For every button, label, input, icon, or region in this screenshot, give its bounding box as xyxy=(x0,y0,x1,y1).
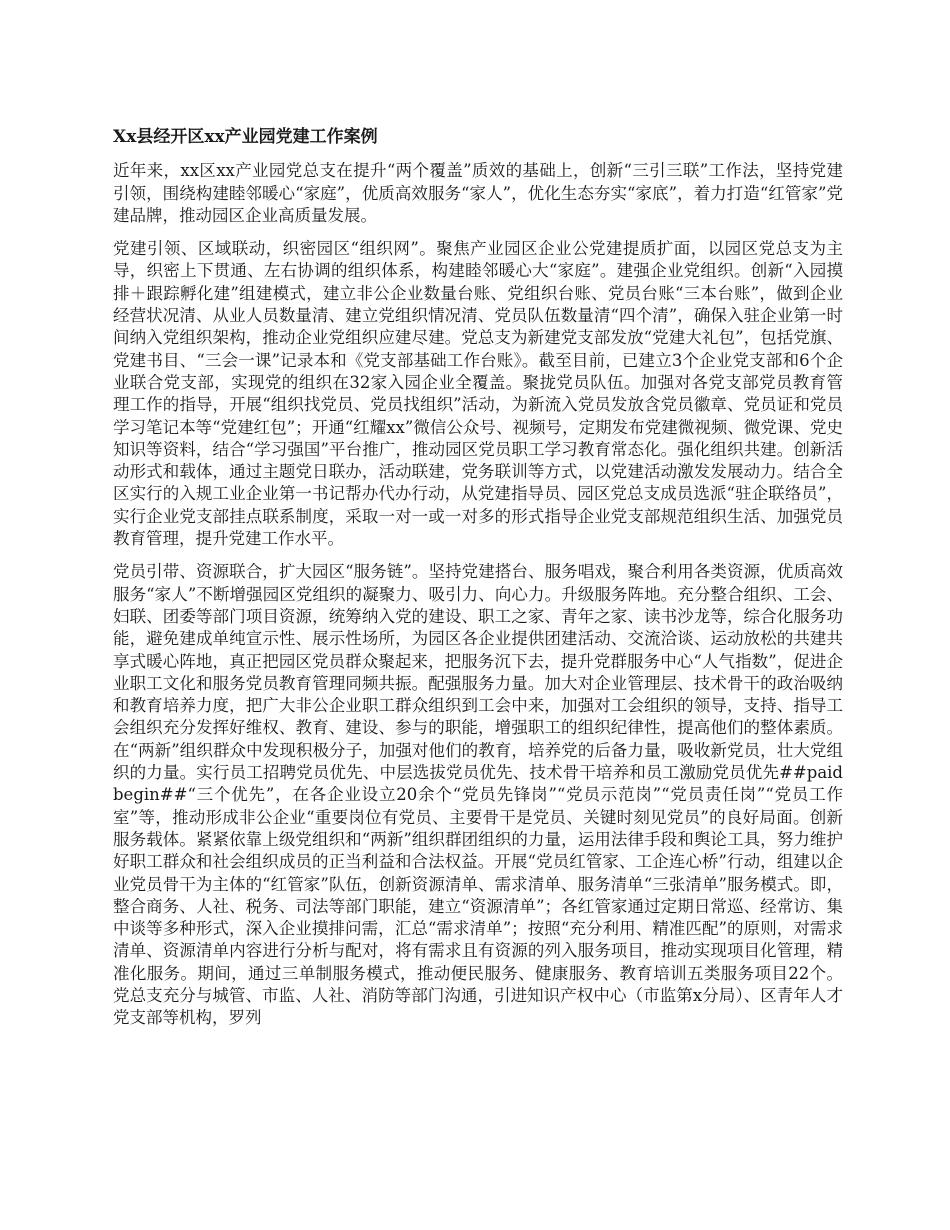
paragraph-intro: 近年来，xx区xx产业园党总支在提升“两个覆盖”质效的基础上，创新“三引三联”工作法，坚持党建引领，围绕构建睦邻暖心“家庭”，优质高效服务“家人”，优化生态夯实“家底”，着力打造“红管家”党建品牌，推动园区企业高质量发展。 xyxy=(113,161,843,225)
paragraph-organization-network: 党建引领、区域联动，织密园区“组织网”。聚焦产业园区企业公党建提质扩面，以园区党总支为主导，织密上下贯通、左右协调的组织体系，构建睦邻暖心大“家庭”。建强企业党组织。创新“入园摸排＋跟踪孵化建”组建模式，建立非公企业数量台账、党组织台账、党员台账“三本台账”，做到企业经营状况清、从业人员数量清、建立党组织情况清、党员队伍数量清“四个清”，确保入驻企业第一时间纳入党组织架构，推动企业党组织应建尽建。党总支为新建党支部发放“党建大礼包”，包括党旗、党建书目、“三会一课”记录本和《党支部基础工作台账》。截至目前，已建立3个企业党支部和6个企业联合党支部，实现党的组织在32家入园企业全覆盖。聚拢党员队伍。加强对各党支部党员教育管理工作的指导，开展“组织找党员、党员找组织”活动，为新流入党员发放含党员徽章、党员证和党员学习笔记本等“党建红包”；开通“红耀xx”微信公众号、视频号，定期发布党建微视频、微党课、党史知识等资料，结合“学习强国”平台推广，推动园区党员职工学习教育常态化。强化组织共建。创新活动形式和载体，通过主题党日联办，活动联建，党务联训等方式，以党建活动激发发展动力。结合全区实行的入规工业企业第一书记帮办代办行动，从党建指导员、园区党总支成员选派“驻企联络员”，实行企业党支部挂点联系制度，采取一对一或一对多的形式指导企业党支部规范组织生活、加强党员教育管理，提升党建工作水平。 xyxy=(113,239,843,549)
document-title: Xx县经开区xx产业园党建工作案例 xyxy=(113,127,378,147)
paragraph-service-chain: 党员引带、资源联合，扩大园区“服务链”。坚持党建搭台、服务唱戏，聚合利用各类资源，优质高效服务“家人”不断增强园区党组织的凝聚力、吸引力、向心力。升级服务阵地。充分整合组织、工会、妇联、团委等部门项目资源，统筹纳入党的建设、职工之家、青年之家、读书沙龙等，综合化服务功能，避免建成单纯宣示性、展示性场所，为园区各企业提供团建活动、交流洽谈、运动放松的共建共享式暖心阵地，真正把园区党员群众聚起来，把服务沉下去，提升党群服务中心“人气指数”，促进企业职工文化和服务党员教育管理同频共振。配强服务力量。加大对企业管理层、技术骨干的政治吸纳和教育培养力度，把广大非公企业职工群众组织到工会中来，加强对工会组织的领导，支持、指导工会组织充分发挥好维权、教育、建设、参与的职能，增强职工的组织纪律性，提高他们的整体素质。在“两新”组织群众中发现积极分子，加强对他们的教育，培养党的后备力量，吸收新党员，壮大党组织的力量。实行员工招聘党员优先、中层选拔党员优先、技术骨干培养和员工激励党员优先##paidbegin##“三个优先”，在各企业设立20余个“党员先锋岗”“党员示范岗”“党员责任岗”“党员工作室”等，推动形成非公企业“重要岗位有党员、主要骨干是党员、关键时刻见党员”的良好局面。创新服务载体。紧紧依靠上级党组织和“两新”组织群团组织的力量，运用法律手段和舆论工具，努力维护好职工群众和社会组织成员的正当利益和合法权益。开展“党员红管家、工企连心桥”行动，组建以企业党员骨干为主体的“红管家”队伍，创新资源清单、需求清单、服务清单“三张清单”服务模式。即，整合商务、人社、税务、司法等部门职能，建立“资源清单”；各红管家通过定期日常巡、经常访、集中谈等多种形式，深入企业摸排问需，汇总“需求清单”；按照“充分利用、精准匹配”的原则，对需求清单、资源清单内容进行分析与配对，将有需求且有资源的列入服务项目，推动实现项目化管理，精准化服务。期间，通过三单制服务模式，推动便民服务、健康服务、教育培训五类服务项目22个。党总支充分与城管、市监、人社、消防等部门沟通，引进知识产权中心（市监第x分局）、区青年人才党支部等机构，罗列 xyxy=(113,562,843,1028)
document-page xyxy=(113,126,843,1041)
